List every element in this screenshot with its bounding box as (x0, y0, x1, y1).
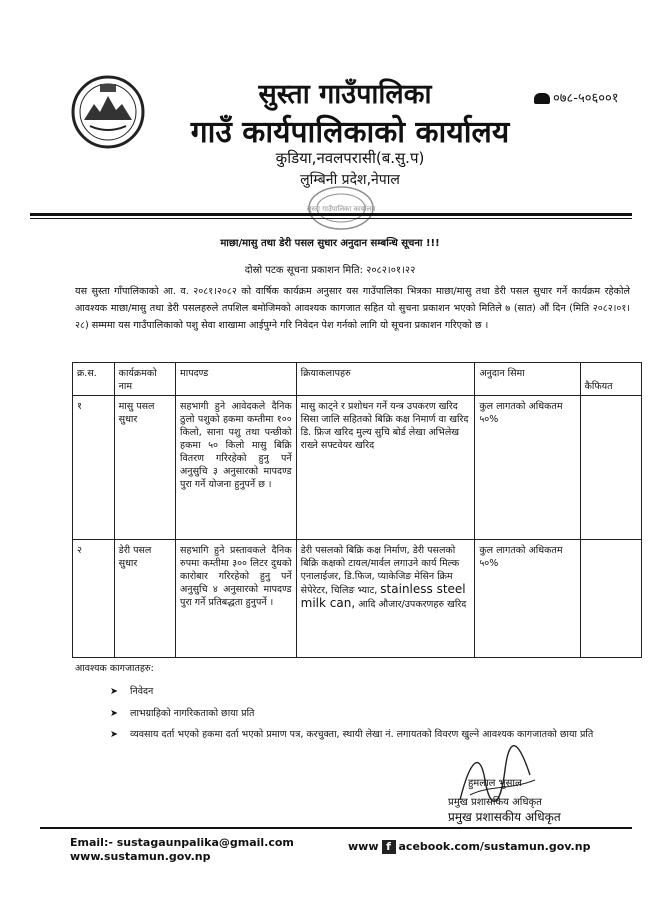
cell-program: मासु पसल सुधार (114, 396, 175, 540)
activities-text-b: stainless steel milk can, (300, 582, 466, 610)
arrow-bullet-icon: ➤ (110, 729, 118, 740)
footer-facebook (348, 840, 590, 854)
footer-website: www.sustamun.gov.np (70, 850, 211, 863)
facebook-icon: f (382, 840, 396, 854)
table-row (73, 396, 642, 540)
cell-activities (296, 540, 475, 658)
cell-remarks (580, 540, 641, 658)
phone-text: ०७८-५०६००१ (553, 91, 619, 106)
phone-number (534, 88, 619, 106)
signatory-name: हुमलाल भुसाल (468, 778, 522, 789)
municipality-name: सुस्ता गाउँपालिका (258, 79, 432, 110)
cell-program: डेरी पसल सुधार (114, 540, 175, 658)
activities-text-c: आदि औजार/उपकरणहरु खरिद (358, 599, 467, 610)
stamp-text: सुस्ता गाउँपालिका कार्यालय (306, 205, 376, 213)
requirements-title: आवश्यक कागजातहरु: (75, 663, 154, 674)
list-item (110, 727, 640, 742)
requirement-text: व्यवसाय दर्ता भएको हकमा दर्ता भएको प्रमाण पत्र, करचुक्ता, स्थायी लेखा नं. लगायतको विवरण खुल्ने आवश्यक कागजातको छाया प्रति (130, 729, 594, 740)
footer-email: Email:- sustagaunpalika@gmail.com (70, 836, 294, 849)
cell-sn: २ (73, 540, 115, 658)
address-line-1: कुडिया,नवलपरासी(ब.सु.प) (275, 149, 425, 167)
footer-rule (40, 827, 632, 829)
header-rule (30, 213, 632, 216)
activities-text-a: डेरी पसलको बिक्रि कक्ष निर्माण, डेरी पसलको बिक्रि कक्षको टायल/मार्वल लगाउने कार्य मिल्क एनालाईजर, डि.फिज, प्याकेजिङ मेसिन क्रिम सेपेरेटर, चिलिङ भ्याट, (300, 545, 460, 596)
grant-table (72, 362, 642, 658)
header-rule-thin (30, 218, 632, 219)
arrow-bullet-icon: ➤ (110, 686, 118, 697)
office-stamp (306, 184, 376, 232)
table-header-row (73, 363, 642, 396)
address-line-2: लुम्बिनी प्रदेश,नेपाल (300, 172, 400, 188)
arrow-bullet-icon: ➤ (110, 708, 118, 719)
signatory-title-stamp: प्रमुख प्रशासकीय अधिकृत (448, 810, 561, 824)
list-item (110, 684, 620, 699)
phone-icon (534, 93, 550, 104)
col-header-grant: अनुदान सिमा (475, 363, 580, 396)
facebook-prefix: www (348, 840, 379, 853)
cell-criteria: सहभागि हुने प्रस्तावकले दैनिक रुपमा कम्तीमा ३०० लिटर दुधको कारोबार गरिरहेको हुनु पर्ने अनुसुचि ४ अनुसारको मापदण्ड पुरा गर्ने प्रतिबद्धता हुनुपर्ने । (176, 540, 297, 658)
cell-sn: १ (73, 396, 115, 540)
cell-remarks (580, 396, 641, 540)
list-item (110, 706, 620, 721)
notice-body: यस सुस्ता गाँपालिकाको आ. व. २०८१।२०८२ को वार्षिक कार्यक्रम अनुसार यस गाउँपालिका भित्रका माछा/मासु तथा डेरी पसल सुधार गर्ने कार्यक्रम रहेकोले आवश्यक माछा/मासु तथा डेरी पसलहरुले तपशिल बमोजिमको आवश्यक कागजात सहित यो सुचना प्रकाशन भएको मितिले ७ (सात) औं दिन (मिति २०८२।०१।२८) सम्ममा यस गाउँपालिकाको पशु सेवा शाखामा आईपुग्ने गरि निवेदन पेश गर्नको लागि यो सूचना प्रकाशन गरिएको छ । (75, 286, 630, 331)
requirement-text: निवेदन (130, 686, 154, 697)
notice-subject: माछा/मासु तथा डेरी पसल सुधार अनुदान सम्बन्धि सूचना !!! (220, 238, 440, 249)
col-header-sn: क्र.स. (73, 363, 115, 396)
table-row (73, 540, 642, 658)
municipality-emblem-icon (70, 74, 146, 150)
col-header-remarks: कैफियत (580, 363, 641, 396)
publish-date: दोस्रो पटक सूचना प्रकाशन मिति: २०८२।०१।२२ (244, 265, 416, 276)
cell-criteria: सहभागी हुने आवेदकले दैनिक ठुलो पशुको हकमा कम्तीमा १०० किलो, साना पशु तथा पन्छीको हकमा ५० किलो मासु बिक्रि वितरण गरिरहेको हुनु पर्ने अनुसुचि ३ अनुसारको मापदण्ड पुरा गर्ने योजना हुनुपर्ने छ । (176, 396, 297, 540)
signatory-title: प्रमुख प्रशासकिय अधिकृत (448, 797, 542, 808)
cell-grant: कुल लागतको अधिकतम ५०% (475, 396, 580, 540)
requirement-text: लाभग्राहिको नागरिकताको छाया प्रति (130, 708, 255, 719)
cell-activities: मासु काट्ने र प्रशोधन गर्ने यन्त्र उपकरण खरिद सिसा जालि सहितको बिक्रि कक्ष निमार्ण वा खरिद डि. फ्रिज खरिद मुल्य सुचि बोर्ड लेखा अभिलेख राख्ने सफ्टवेयर खरिद (296, 396, 475, 540)
col-header-activities: क्रियाकलापहरु (296, 363, 475, 396)
facebook-url: acebook.com/sustamun.gov.np (398, 840, 591, 853)
office-name: गाउँ कार्यपालिकाको कार्यालय (190, 115, 510, 150)
col-header-program: कार्यक्रमको नाम (114, 363, 175, 396)
cell-grant: कुल लागतको अधिकतम ५०% (475, 540, 580, 658)
col-header-criteria: मापदण्ड (176, 363, 297, 396)
